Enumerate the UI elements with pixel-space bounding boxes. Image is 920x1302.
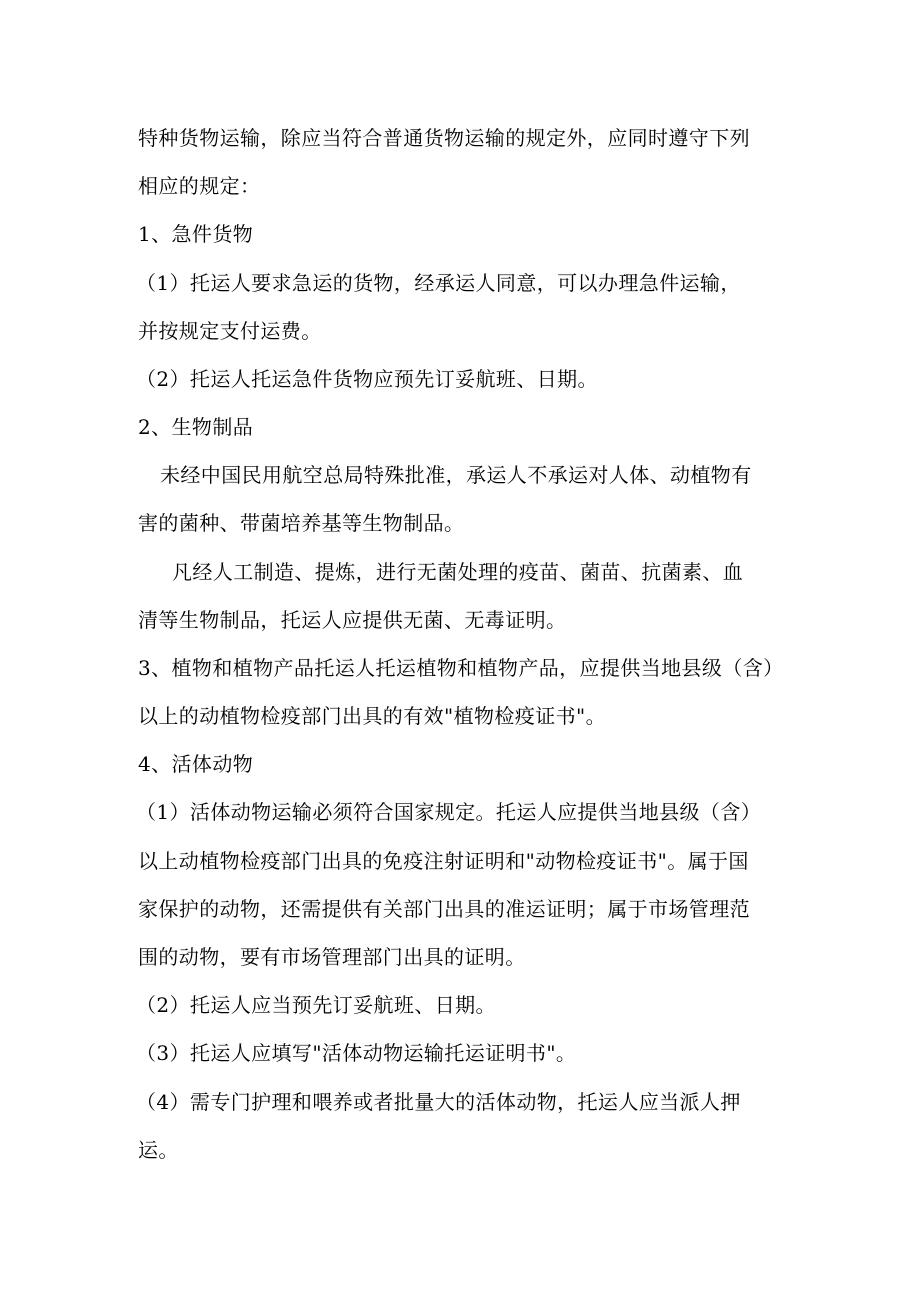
list-item-line: 运。 (138, 1138, 179, 1162)
list-item-line: 以上动植物检疫部门出具的免疫注射证明和"动物检疫证书"。属于国 (138, 849, 749, 873)
paragraph-line: 害的菌种、带菌培养基等生物制品。 (138, 511, 465, 535)
section-heading: 4、活体动物 (138, 752, 254, 776)
paragraph-line: 特种货物运输，除应当符合普通货物运输的规定外，应同时遵守下列 (138, 126, 750, 150)
list-item-line: （1）托运人要求急运的货物，经承运人同意，可以办理急件运输， (136, 271, 741, 295)
list-item-line: （3）托运人应填写"活体动物运输托运证明书"。 (136, 1041, 577, 1065)
list-item-line: 围的动物，要有市场管理部门出具的证明。 (138, 945, 526, 969)
paragraph-line: 清等生物制品，托运人应提供无菌、无毒证明。 (138, 608, 567, 632)
section-heading: 2、生物制品 (138, 415, 254, 439)
paragraph-line: 以上的动植物检疫部门出具的有效"植物检疫证书"。 (138, 704, 606, 728)
section-heading: 1、急件货物 (138, 222, 254, 246)
list-item-line: （2）托运人托运急件货物应预先订妥航班、日期。 (136, 367, 598, 391)
list-item-line: （1）活体动物运输必须符合国家规定。托运人应提供当地县级（含） (136, 800, 762, 824)
list-item-line: 家保护的动物，还需提供有关部门出具的准运证明；属于市场管理范 (138, 897, 750, 921)
list-item-line: （2）托运人应当预先订妥航班、日期。 (136, 993, 496, 1017)
section-heading: 3、植物和植物产品托运人托运植物和植物产品，应提供当地县级（含） (138, 656, 784, 680)
list-item-line: 并按规定支付运费。 (138, 319, 322, 343)
paragraph-line: 凡经人工制造、提炼，进行无菌处理的疫苗、菌苗、抗菌素、血 (172, 560, 744, 584)
paragraph-line: 相应的规定： (138, 174, 261, 198)
list-item-line: （4）需专门护理和喂养或者批量大的活体动物，托运人应当派人押 (136, 1090, 741, 1114)
paragraph-line: 未经中国民用航空总局特殊批准，承运人不承运对人体、动植物有 (160, 463, 752, 487)
